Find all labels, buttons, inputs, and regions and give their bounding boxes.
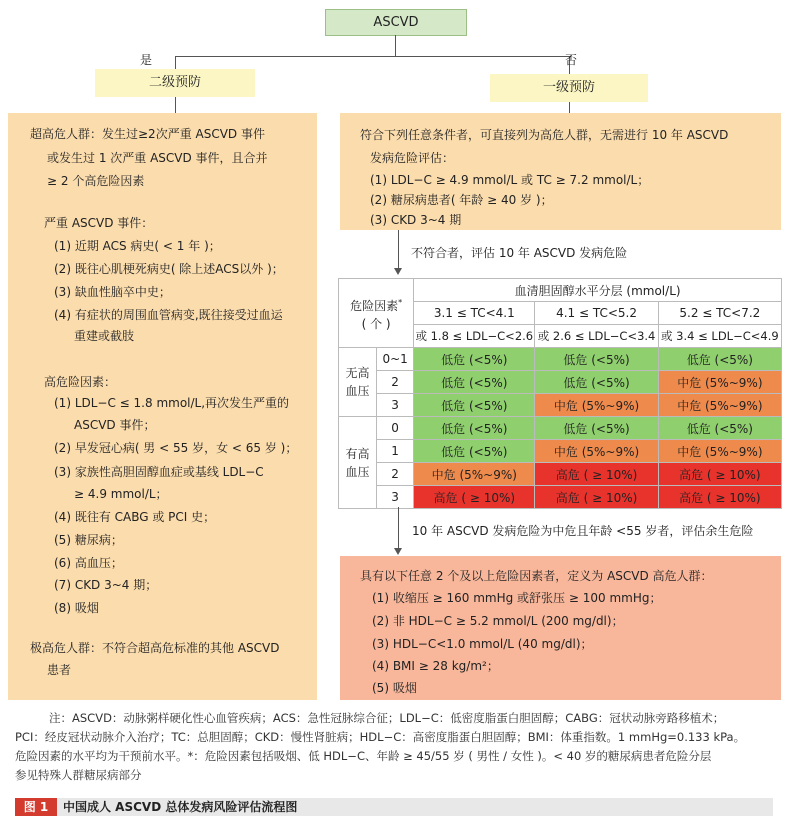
lifetime-criteria-item: (1) 收缩压 ≥ 160 mmHg 或舒张压 ≥ 100 mmHg； xyxy=(372,591,662,605)
connector-secondary-down xyxy=(175,97,176,113)
risk-cell: 低危 (<5%) xyxy=(535,348,658,371)
risk-cell: 低危 (<5%) xyxy=(535,417,658,440)
footnote-line: 危险因素的水平均为干预前水平。*：危险因素包括吸烟、低 HDL−C、年龄 ≥ 45/55 岁 ( 男性 / 女性 )。< 40 岁的糖尿病患者危险分层 xyxy=(15,749,712,763)
lifetime-criteria-item: (5) 吸烟 xyxy=(372,681,417,695)
risk-count: 3 xyxy=(377,394,414,417)
risk-factor-item: (1) LDL−C ≤ 1.8 mmol/L,再次发生严重的 xyxy=(54,396,290,410)
risk-cell: 高危 ( ≥ 10%) xyxy=(414,486,535,509)
risk-count: 0 xyxy=(377,417,414,440)
severe-event-item: (2) 既往心肌梗死病史( 除上述ACS以外 )； xyxy=(54,262,284,276)
figure-label: 图 1 xyxy=(15,798,57,816)
risk-cell: 中危 (5%~9%) xyxy=(414,463,535,486)
chol-col-3: 5.2 ≤ TC<7.2 xyxy=(658,302,781,325)
risk-factor-item: ≥ 4.9 mmol/L； xyxy=(74,487,168,501)
risk-cell: 低危 (<5%) xyxy=(658,348,781,371)
risk-cell: 中危 (5%~9%) xyxy=(535,440,658,463)
connector-horizontal xyxy=(175,56,570,57)
group-no-hypertension: 无高 血压 xyxy=(339,348,377,417)
direct-high-risk-item: (3) CKD 3~4 期 xyxy=(370,213,462,227)
risk-cell: 中危 (5%~9%) xyxy=(658,394,781,417)
risk-cell: 高危 ( ≥ 10%) xyxy=(658,486,781,509)
chol-col-2: 4.1 ≤ TC<5.2 xyxy=(535,302,658,325)
risk-cell: 中危 (5%~9%) xyxy=(535,394,658,417)
lifetime-criteria-item: (4) BMI ≥ 28 kg/m²； xyxy=(372,659,499,673)
lifetime-criteria-item: (3) HDL−C<1.0 mmol/L (40 mg/dl)； xyxy=(372,637,593,651)
risk-factor-item: (4) 既往有 CABG 或 PCI 史； xyxy=(54,510,216,524)
risk-factor-item: (8) 吸烟 xyxy=(54,601,99,615)
risk-count: 3 xyxy=(377,486,414,509)
connector-primary-down xyxy=(569,102,570,113)
footnote-line: 注：ASCVD：动脉粥样硬化性心血管疾病；ACS：急性冠脉综合征；LDL−C：低密度脂蛋白胆固醇；CABG：冠状动脉旁路移植术； xyxy=(49,711,725,725)
severe-event-item: (4) 有症状的周围血管病变,既往接受过血运 xyxy=(54,308,283,322)
very-high-risk-line2: 或发生过 1 次严重 ASCVD 事件，且合并 xyxy=(47,151,268,165)
connector-left xyxy=(175,56,176,69)
ascvd-node: ASCVD xyxy=(325,9,467,36)
lifetime-criteria-item: (2) 非 HDL−C ≥ 5.2 mmol/L (200 mg/dl)； xyxy=(372,614,624,628)
risk-cell: 低危 (<5%) xyxy=(414,348,535,371)
direct-high-risk-item: (2) 糖尿病患者( 年龄 ≥ 40 岁 )； xyxy=(370,193,553,207)
secondary-prevention-box xyxy=(8,113,317,700)
risk-cell: 中危 (5%~9%) xyxy=(658,440,781,463)
risk-cell: 低危 (<5%) xyxy=(414,417,535,440)
risk-factor-item: ASCVD 事件； xyxy=(74,418,156,432)
direct-high-risk-line1: 符合下列任意条件者，可直接列为高危人群，无需进行 10 年 ASCVD xyxy=(360,128,729,142)
chol-col-1-ldl: 或 1.8 ≤ LDL−C<2.6 xyxy=(414,325,535,348)
chol-col-1: 3.1 ≤ TC<4.1 xyxy=(414,302,535,325)
severe-events-title: 严重 ASCVD 事件： xyxy=(44,216,154,230)
figure-title: 中国成人 ASCVD 总体发病风险评估流程图 xyxy=(63,800,298,814)
risk-cell: 低危 (<5%) xyxy=(658,417,781,440)
risk-factor-item: (7) CKD 3~4 期； xyxy=(54,578,158,592)
secondary-prevention-node: 二级预防 xyxy=(95,69,255,97)
lifetime-criteria-title: 具有以下任意 2 个及以上危险因素者，定义为 ASCVD 高危人群： xyxy=(360,569,713,583)
risk-count: 2 xyxy=(377,371,414,394)
direct-high-risk-box xyxy=(340,113,781,230)
risk-stratification-table xyxy=(338,278,782,509)
risk-count: 0~1 xyxy=(377,348,414,371)
risk-factor-item: (5) 糖尿病； xyxy=(54,533,123,547)
not-met-label: 不符合者，评估 10 年 ASCVD 发病危险 xyxy=(411,246,628,260)
extreme-high-risk-line2: 患者 xyxy=(47,663,72,677)
no-label: 否 xyxy=(565,53,578,67)
chol-col-3-ldl: 或 3.4 ≤ LDL−C<4.9 xyxy=(658,325,781,348)
severe-event-item: (3) 缺血性脑卒中史； xyxy=(54,285,171,299)
very-high-risk-line3: ≥ 2 个高危险因素 xyxy=(47,174,145,188)
severe-event-item: (1) 近期 ACS 病史( < 1 年 )； xyxy=(54,239,221,253)
risk-factor-item: (6) 高血压； xyxy=(54,556,123,570)
risk-cell: 低危 (<5%) xyxy=(414,394,535,417)
yes-label: 是 xyxy=(140,53,153,67)
group-hypertension: 有高 血压 xyxy=(339,417,377,509)
footnote-line: 参见特殊人群糖尿病部分 xyxy=(15,768,142,782)
extreme-high-risk-line1: 极高危人群：不符合超高危标准的其他 ASCVD xyxy=(30,641,280,655)
lifetime-risk-label: 10 年 ASCVD 发病危险为中危且年龄 <55 岁者，评估余生危险 xyxy=(412,524,754,538)
arrow-to-table-line xyxy=(398,230,399,270)
chol-col-2-ldl: 或 2.6 ≤ LDL−C<3.4 xyxy=(535,325,658,348)
risk-cell: 低危 (<5%) xyxy=(535,371,658,394)
severe-event-item: 重建或截肢 xyxy=(74,329,135,343)
connector-top xyxy=(395,35,396,56)
direct-high-risk-line2: 发病危险评估： xyxy=(370,151,455,165)
arrow-down-icon xyxy=(394,268,402,275)
risk-cell: 高危 ( ≥ 10%) xyxy=(535,486,658,509)
risk-count: 2 xyxy=(377,463,414,486)
figure-caption-bar xyxy=(15,798,773,816)
arrow-down-icon xyxy=(394,548,402,555)
high-risk-factors-title: 高危险因素： xyxy=(44,375,117,389)
very-high-risk-line1: 超高危人群：发生过≥2次严重 ASCVD 事件 xyxy=(30,127,265,141)
footnotes xyxy=(15,709,785,785)
arrow-to-lifetime-line xyxy=(398,507,399,550)
risk-cell: 中危 (5%~9%) xyxy=(658,371,781,394)
risk-cell: 低危 (<5%) xyxy=(414,440,535,463)
risk-cell: 高危 ( ≥ 10%) xyxy=(535,463,658,486)
direct-high-risk-item: (1) LDL−C ≥ 4.9 mmol/L 或 TC ≥ 7.2 mmol/L； xyxy=(370,173,650,187)
risk-factor-header: 危险因素* ( 个 ) xyxy=(339,279,414,348)
cholesterol-header: 血清胆固醇水平分层 (mmol/L) xyxy=(414,279,782,302)
primary-prevention-node: 一级预防 xyxy=(490,74,648,102)
lifetime-high-risk-box xyxy=(340,556,781,700)
footnote-line: PCI：经皮冠状动脉介入治疗；TC：总胆固醇；CKD：慢性肾脏病；HDL−C：高密度脂蛋白胆固醇；BMI：体重指数。1 mmHg=0.133 kPa。 xyxy=(15,730,746,744)
risk-cell: 高危 ( ≥ 10%) xyxy=(658,463,781,486)
risk-count: 1 xyxy=(377,440,414,463)
risk-factor-item: (2) 早发冠心病( 男 < 55 岁，女 < 65 岁 )； xyxy=(54,441,298,455)
risk-factor-item: (3) 家族性高胆固醇血症或基线 LDL−C xyxy=(54,465,264,479)
risk-cell: 低危 (<5%) xyxy=(414,371,535,394)
